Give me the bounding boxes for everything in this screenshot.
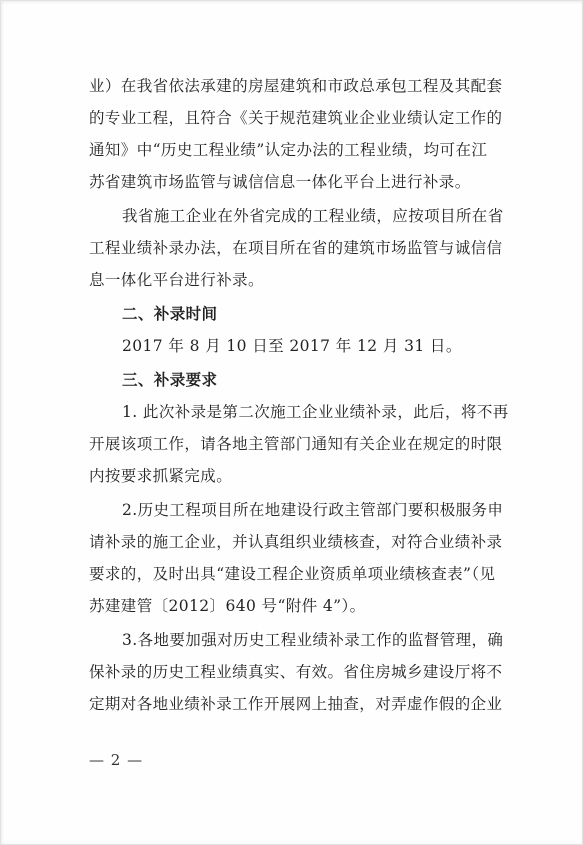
text-line: 我省施工企业在外省完成的工程业绩，应按项目所在省 [122, 207, 504, 225]
text-line: 业）在我省依法承建的房屋建筑和市政总承包工程及其配套 [89, 77, 503, 95]
document-body [89, 70, 509, 720]
text-line: 要求的，及时出具“建设工程企业资质单项业绩核查表”（见 [89, 565, 496, 583]
section-heading: 二、补录时间 [122, 305, 218, 323]
section-heading: 三、补录要求 [122, 371, 218, 389]
page-number: — 2 — [89, 751, 144, 769]
text-line: 内按要求抓紧完成。 [89, 467, 233, 485]
text-line: 苏省建筑市场监管与诚信信息一体化平台上进行补录。 [89, 173, 471, 191]
text-line: 开展该项工作，请各地主管部门通知有关企业在规定的时限 [89, 435, 503, 453]
text-line: 定期对各地业绩补录工作开展网上抽查，对弄虚作假的企业 [89, 695, 503, 713]
text-line: 3.各地要加强对历史工程业绩补录工作的监督管理，确 [122, 631, 504, 649]
text-line: 保补录的历史工程业绩真实、有效。省住房城乡建设厅将不 [89, 663, 503, 681]
text-line: 通知》中“历史工程业绩”认定办法的工程业绩，均可在江 [89, 141, 488, 159]
text-line: 息一体化平台进行补录。 [89, 271, 264, 289]
text-line: 1. 此次补录是第二次施工企业业绩补录，此后，将不再 [122, 403, 509, 421]
text-line: 2.历史工程项目所在地建设行政主管部门要积极服务申 [122, 501, 504, 519]
text-line: 工程业绩补录办法，在项目所在省的建筑市场监管与诚信信 [89, 239, 503, 257]
text-line: 2017 年 8 月 10 日至 2017 年 12 月 31 日。 [122, 337, 462, 355]
text-line: 的专业工程，且符合《关于规范建筑业企业业绩认定工作的 [89, 109, 503, 127]
text-line: 苏建建管〔2012〕640 号“附件 4”）。 [89, 597, 366, 615]
text-line: 请补录的施工企业，并认真组织业绩核查，对符合业绩补录 [89, 533, 503, 551]
